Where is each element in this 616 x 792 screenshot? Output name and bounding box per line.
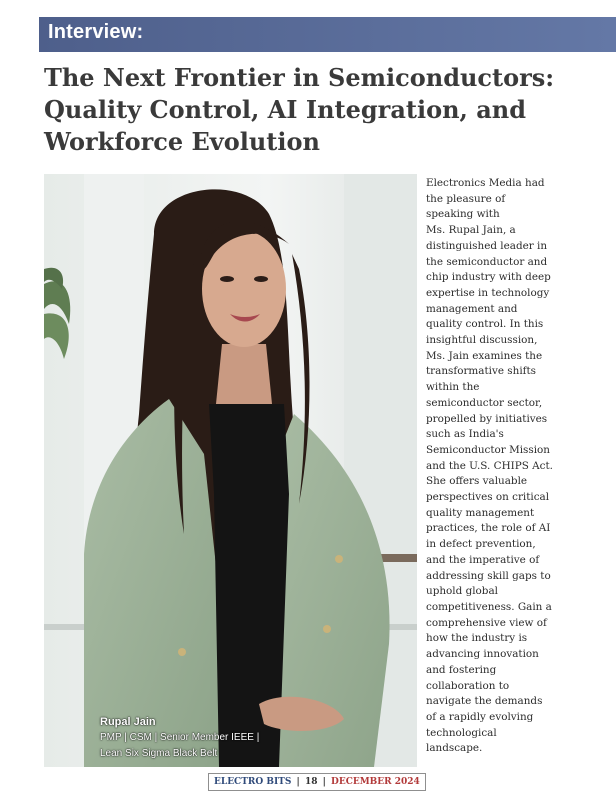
footer-separator: | <box>296 777 300 787</box>
page-number: 18 <box>304 777 318 787</box>
body-line: chip industry with deep <box>426 271 551 284</box>
body-line: of a rapidly evolving <box>426 710 534 723</box>
footer-separator: | <box>322 777 326 787</box>
body-line: comprehensive view of <box>426 616 547 629</box>
eye <box>220 276 234 282</box>
page-footer <box>208 773 426 791</box>
jacket-button <box>335 555 343 563</box>
body-line: advancing innovation <box>426 648 539 661</box>
body-line: competitiveness. Gain a <box>426 600 552 613</box>
section-banner <box>39 17 616 52</box>
body-line: Ms. Rupal Jain, a <box>426 224 516 237</box>
body-line: the pleasure of <box>426 192 506 205</box>
body-line: Electronics Media had <box>426 177 545 189</box>
caption-credentials: Lean Six Sigma Black Belt <box>100 748 218 759</box>
body-line: speaking with <box>426 208 500 221</box>
body-line: the semiconductor and <box>426 255 548 268</box>
neck <box>216 344 272 404</box>
jacket-button <box>323 625 331 633</box>
caption-name: Rupal Jain <box>100 716 156 728</box>
body-line: within the <box>426 381 480 394</box>
body-line: and fostering <box>426 663 497 676</box>
body-line: practices, the role of AI <box>426 522 551 535</box>
issue-date: DECEMBER 2024 <box>331 777 420 787</box>
body-line: and the imperative of <box>426 553 540 566</box>
body-line: management and <box>426 302 518 315</box>
body-line: navigate the demands <box>426 695 543 708</box>
headline-line: Workforce Evolution <box>44 127 320 156</box>
caption-credentials: PMP | CSM | Senior Member IEEE | <box>100 732 260 743</box>
body-line: collaboration to <box>426 679 510 692</box>
body-line: uphold global <box>426 585 498 598</box>
interviewee-photo <box>44 174 417 767</box>
body-line: landscape. <box>426 742 483 755</box>
body-line: insightful discussion, <box>426 334 538 347</box>
body-line: how the industry is <box>426 632 528 645</box>
headline-line: The Next Frontier in Semiconductors: <box>44 63 555 92</box>
body-line: semiconductor sector, <box>426 396 543 409</box>
section-label: Interview: <box>48 21 144 43</box>
jacket-button <box>178 648 186 656</box>
body-line: in defect prevention, <box>426 538 536 551</box>
body-line: Semiconductor Mission <box>426 443 550 456</box>
body-line: and the U.S. CHIPS Act. <box>426 459 553 472</box>
portrait-illustration <box>44 174 417 767</box>
magazine-name: ELECTRO BITS <box>214 777 292 787</box>
body-line: She offers valuable <box>426 475 528 488</box>
body-line: addressing skill gaps to <box>426 569 551 582</box>
body-line: distinguished leader in <box>426 239 548 252</box>
body-line: transformative shifts <box>426 365 536 378</box>
photo-caption <box>100 714 259 762</box>
article-intro <box>426 176 576 757</box>
body-line: propelled by initiatives <box>426 412 548 425</box>
body-line: quality management <box>426 506 535 519</box>
body-line: Ms. Jain examines the <box>426 349 543 362</box>
body-line: such as India's <box>426 428 504 441</box>
body-line: technological <box>426 726 497 739</box>
headline-line: Quality Control, AI Integration, and <box>44 95 527 124</box>
body-line: quality control. In this <box>426 318 544 331</box>
body-line: expertise in technology <box>426 286 550 299</box>
article-headline <box>44 62 604 158</box>
eye <box>254 276 268 282</box>
body-line: perspectives on critical <box>426 491 550 504</box>
